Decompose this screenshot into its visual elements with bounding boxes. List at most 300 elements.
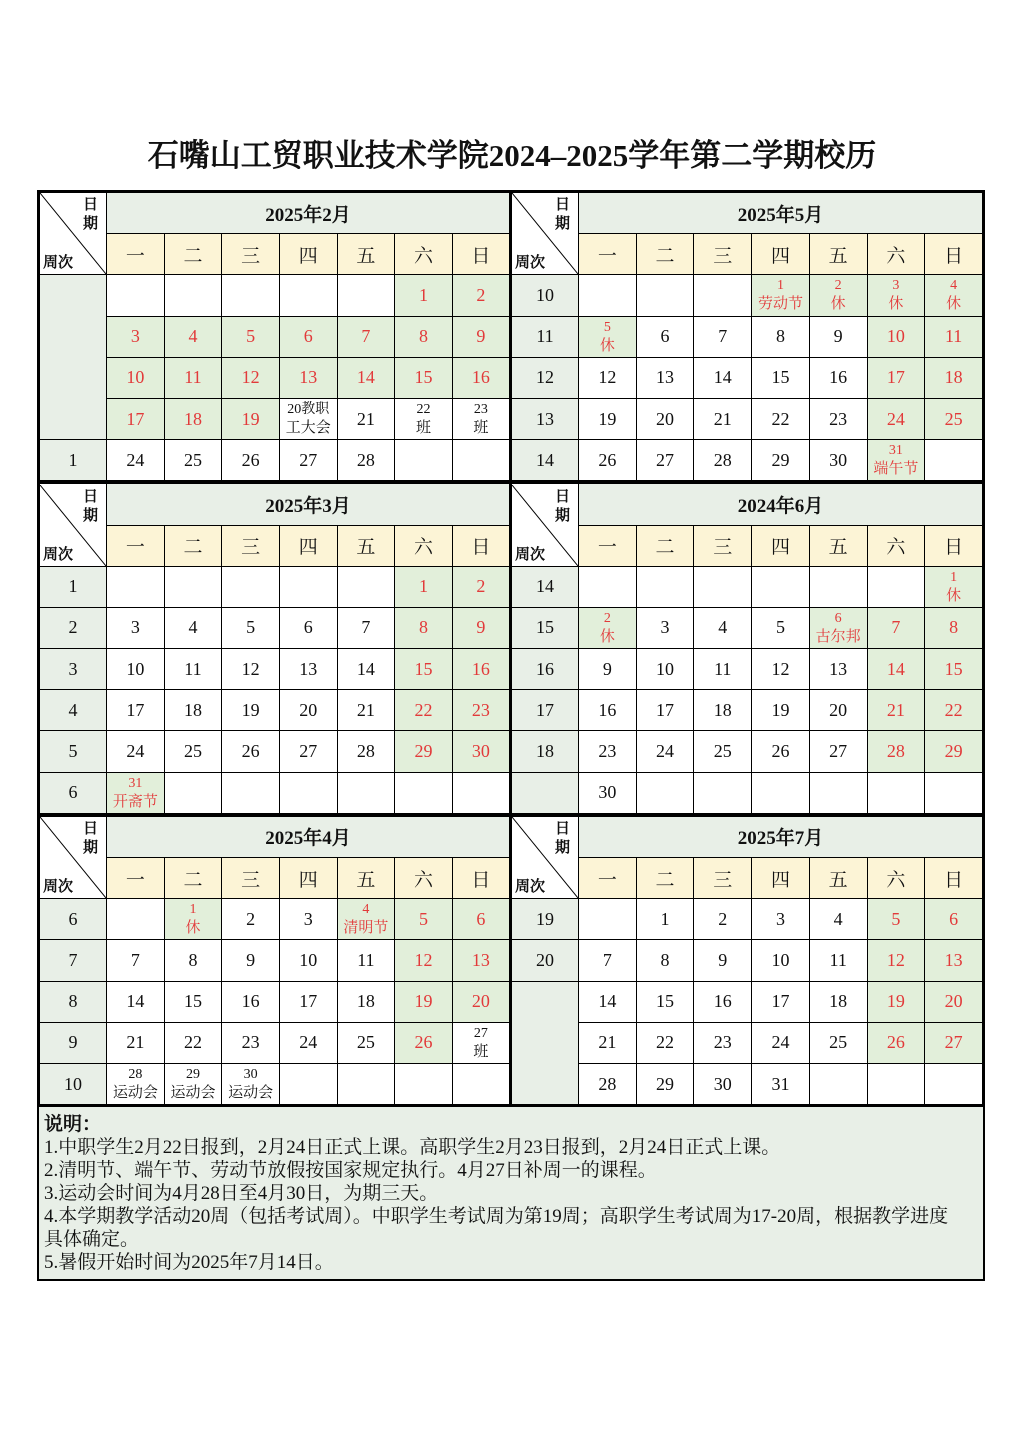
week-number-cell: 16 xyxy=(512,649,579,690)
day-number: 5 xyxy=(891,908,901,929)
weekday-header: 六 xyxy=(395,858,453,899)
day-note: 劳动节 xyxy=(757,296,803,313)
day-cell xyxy=(452,649,510,690)
day-number: 21 xyxy=(598,1032,617,1053)
day-number: 26 xyxy=(241,741,260,762)
empty-cell xyxy=(752,566,810,607)
day-cell xyxy=(579,649,637,690)
day-cell xyxy=(636,649,694,690)
day-cell xyxy=(809,731,867,772)
day-number: 15 xyxy=(183,991,202,1012)
month-title: 2025年2月 xyxy=(107,193,511,234)
day-note: 运动会 xyxy=(228,1085,274,1102)
day-cell xyxy=(925,981,983,1022)
empty-cell xyxy=(636,275,694,316)
day-cell xyxy=(222,649,280,690)
weekday-header: 一 xyxy=(107,858,165,899)
day-cell xyxy=(925,316,983,357)
day-number: 18 xyxy=(713,699,732,720)
day-number: 22 xyxy=(183,1032,202,1053)
day-number: 26 xyxy=(771,741,790,762)
day-number: 5 xyxy=(246,326,256,347)
day-cell xyxy=(222,899,280,940)
week-number-cell: 19 xyxy=(512,899,579,940)
day-number: 13 xyxy=(656,367,675,388)
day-cell xyxy=(337,981,395,1022)
day-number: 24 xyxy=(299,1032,318,1053)
day-number: 10 xyxy=(886,326,905,347)
day-cell xyxy=(579,1022,637,1063)
day-number: 27 xyxy=(656,449,675,470)
weekday-header: 五 xyxy=(337,525,395,566)
week-number-cell: 8 xyxy=(40,981,107,1022)
day-cell xyxy=(579,607,637,648)
month-title: 2025年5月 xyxy=(579,193,983,234)
weekday-header: 四 xyxy=(279,525,337,566)
day-number: 21 xyxy=(713,408,732,429)
day-number: 30 xyxy=(243,1067,258,1083)
weekday-header: 六 xyxy=(867,525,925,566)
day-cell xyxy=(925,649,983,690)
day-number: 22 xyxy=(416,402,431,418)
day-number: 12 xyxy=(598,367,617,388)
day-cell xyxy=(395,566,453,607)
day-cell xyxy=(222,316,280,357)
day-cell xyxy=(279,398,337,439)
day-number: 10 xyxy=(656,658,675,679)
day-number: 11 xyxy=(184,367,202,388)
day-cell xyxy=(164,899,222,940)
weekday-header: 三 xyxy=(222,858,280,899)
day-number: 2 xyxy=(246,908,256,929)
weekday-header: 四 xyxy=(752,234,810,275)
day-cell xyxy=(222,607,280,648)
week-number-cell: 12 xyxy=(512,357,579,398)
day-number: 8 xyxy=(419,326,429,347)
day-cell xyxy=(867,1022,925,1063)
week-row xyxy=(40,398,511,439)
week-row xyxy=(40,981,511,1022)
day-number: 14 xyxy=(126,991,145,1012)
day-cell xyxy=(395,357,453,398)
day-cell xyxy=(752,731,810,772)
day-number: 22 xyxy=(771,408,790,429)
day-number: 5 xyxy=(246,617,256,638)
day-cell xyxy=(279,649,337,690)
day-number: 28 xyxy=(128,1067,143,1083)
empty-cell xyxy=(164,772,222,813)
day-cell xyxy=(925,940,983,981)
weekday-header: 三 xyxy=(694,234,752,275)
empty-cell xyxy=(452,1063,510,1104)
day-number: 14 xyxy=(598,991,617,1012)
week-row xyxy=(40,731,511,772)
day-number: 23 xyxy=(241,1032,260,1053)
day-number: 26 xyxy=(414,1032,433,1053)
day-cell xyxy=(867,981,925,1022)
corner-header xyxy=(40,193,106,274)
weekday-header: 二 xyxy=(164,234,222,275)
day-number: 27 xyxy=(829,741,848,762)
week-number-cell: 1 xyxy=(40,440,107,481)
week-number-cell: 18 xyxy=(512,731,579,772)
day-note: 休 xyxy=(185,920,201,937)
corner-header-cell xyxy=(40,484,107,566)
empty-cell xyxy=(395,772,453,813)
day-number: 23 xyxy=(473,402,488,418)
day-number: 12 xyxy=(241,367,260,388)
day-number: 5 xyxy=(603,319,611,335)
day-cell xyxy=(337,899,395,940)
day-number: 6 xyxy=(476,908,486,929)
day-number: 30 xyxy=(829,449,848,470)
week-number-cell: 20 xyxy=(512,940,579,981)
day-cell xyxy=(925,607,983,648)
day-cell xyxy=(636,981,694,1022)
day-note: 古尔邦 xyxy=(815,628,861,645)
corner-week-label: 周次 xyxy=(515,255,546,272)
day-number: 8 xyxy=(188,949,198,970)
day-number: 19 xyxy=(241,408,260,429)
day-number: 25 xyxy=(183,741,202,762)
day-number: 30 xyxy=(713,1073,732,1094)
weekday-header: 二 xyxy=(164,525,222,566)
day-number: 15 xyxy=(944,658,963,679)
day-cell xyxy=(452,398,510,439)
day-number: 6 xyxy=(303,326,313,347)
day-number: 6 xyxy=(660,326,670,347)
day-cell xyxy=(107,316,165,357)
day-cell xyxy=(452,1022,510,1063)
day-cell xyxy=(809,357,867,398)
day-number: 8 xyxy=(419,617,429,638)
month-calendar xyxy=(511,816,983,1105)
empty-cell xyxy=(337,772,395,813)
day-cell xyxy=(452,690,510,731)
day-number: 2 xyxy=(476,284,486,305)
empty-cell xyxy=(279,772,337,813)
empty-cell xyxy=(579,566,637,607)
day-number: 15 xyxy=(414,658,433,679)
day-number: 15 xyxy=(771,367,790,388)
day-number: 10 xyxy=(299,949,318,970)
week-row xyxy=(512,731,983,772)
day-cell xyxy=(809,398,867,439)
day-number: 16 xyxy=(241,991,260,1012)
day-number: 28 xyxy=(886,741,905,762)
day-cell xyxy=(337,357,395,398)
week-row xyxy=(40,275,511,316)
day-number: 26 xyxy=(886,1032,905,1053)
day-cell xyxy=(337,316,395,357)
day-number: 12 xyxy=(241,658,260,679)
day-number: 25 xyxy=(183,449,202,470)
day-number: 18 xyxy=(356,991,375,1012)
day-cell xyxy=(579,772,637,813)
day-number: 20 xyxy=(299,699,318,720)
day-cell xyxy=(107,440,165,481)
day-number: 24 xyxy=(886,408,905,429)
corner-date-label: 日期 xyxy=(83,197,99,233)
day-cell xyxy=(809,899,867,940)
day-cell xyxy=(395,398,453,439)
day-number: 23 xyxy=(829,408,848,429)
day-cell xyxy=(925,690,983,731)
day-cell xyxy=(279,690,337,731)
month-header-row xyxy=(512,816,983,857)
day-cell xyxy=(222,731,280,772)
day-number: 19 xyxy=(598,408,617,429)
day-cell xyxy=(164,357,222,398)
day-number: 23 xyxy=(598,741,617,762)
day-number: 21 xyxy=(356,408,375,429)
day-cell xyxy=(752,440,810,481)
day-cell xyxy=(925,357,983,398)
day-cell xyxy=(636,899,694,940)
weekday-header: 日 xyxy=(452,858,510,899)
day-number: 26 xyxy=(241,449,260,470)
empty-cell xyxy=(694,772,752,813)
day-number: 4 xyxy=(362,902,370,918)
corner-date-label: 日期 xyxy=(555,821,571,856)
day-cell xyxy=(452,357,510,398)
day-cell xyxy=(694,690,752,731)
day-cell xyxy=(636,316,694,357)
weekday-header: 日 xyxy=(925,858,983,899)
school-calendar xyxy=(37,190,985,1281)
day-number: 10 xyxy=(126,658,145,679)
day-number: 8 xyxy=(775,326,785,347)
day-cell xyxy=(279,981,337,1022)
day-number: 9 xyxy=(476,326,486,347)
week-row xyxy=(512,357,983,398)
day-number: 14 xyxy=(356,658,375,679)
week-number-cell: 6 xyxy=(40,899,107,940)
corner-header-cell xyxy=(40,193,107,275)
weekday-header: 三 xyxy=(222,525,280,566)
empty-cell xyxy=(579,899,637,940)
day-cell xyxy=(867,690,925,731)
day-number: 18 xyxy=(183,408,202,429)
day-cell xyxy=(164,440,222,481)
day-cell xyxy=(337,731,395,772)
day-cell xyxy=(337,940,395,981)
day-number: 19 xyxy=(241,699,260,720)
day-cell xyxy=(636,1022,694,1063)
weekday-header: 一 xyxy=(107,525,165,566)
day-cell xyxy=(636,440,694,481)
weekday-header: 二 xyxy=(164,858,222,899)
week-number-cell: 4 xyxy=(40,690,107,731)
weekday-header: 一 xyxy=(579,858,637,899)
week-row xyxy=(512,1063,983,1104)
day-number: 24 xyxy=(656,741,675,762)
day-number: 28 xyxy=(356,741,375,762)
weekday-header: 五 xyxy=(809,858,867,899)
day-number: 31 xyxy=(771,1073,790,1094)
day-cell xyxy=(164,398,222,439)
day-number: 11 xyxy=(944,326,963,347)
week-number-cell: 7 xyxy=(40,940,107,981)
empty-cell xyxy=(809,566,867,607)
day-cell xyxy=(107,731,165,772)
day-cell xyxy=(752,1063,810,1104)
day-number: 30 xyxy=(471,741,490,762)
month-header-row xyxy=(40,484,511,525)
day-number: 25 xyxy=(356,1032,375,1053)
weekday-header: 二 xyxy=(636,525,694,566)
day-cell xyxy=(395,649,453,690)
day-number: 16 xyxy=(713,991,732,1012)
day-number: 17 xyxy=(771,991,790,1012)
day-cell xyxy=(694,1022,752,1063)
week-row xyxy=(512,690,983,731)
day-number: 25 xyxy=(944,408,963,429)
day-cell xyxy=(694,316,752,357)
week-number-cell: 10 xyxy=(512,275,579,316)
corner-header-cell xyxy=(40,816,107,898)
corner-date-label: 日期 xyxy=(83,488,99,524)
day-cell xyxy=(694,398,752,439)
empty-cell xyxy=(395,440,453,481)
month-title: 2025年3月 xyxy=(107,484,511,525)
day-cell xyxy=(452,316,510,357)
day-cell xyxy=(164,607,222,648)
week-number-cell: 5 xyxy=(40,731,107,772)
day-number: 9 xyxy=(602,658,612,679)
day-number: 1 xyxy=(419,576,429,597)
corner-week-label: 周次 xyxy=(43,255,74,272)
day-cell xyxy=(867,649,925,690)
day-note: 端午节 xyxy=(873,461,919,478)
empty-cell xyxy=(579,275,637,316)
week-number-cell: 14 xyxy=(512,440,579,481)
day-number: 6 xyxy=(834,610,842,626)
week-number-cell xyxy=(512,981,579,1105)
day-number: 16 xyxy=(471,367,490,388)
day-note: 休 xyxy=(946,587,962,604)
day-note: 运动会 xyxy=(170,1085,216,1102)
weekday-header: 四 xyxy=(752,858,810,899)
week-row xyxy=(40,440,511,481)
day-number: 27 xyxy=(944,1032,963,1053)
day-note: 运动会 xyxy=(112,1085,158,1102)
empty-cell xyxy=(337,275,395,316)
week-row xyxy=(40,316,511,357)
empty-cell xyxy=(925,440,983,481)
day-note: 开斋节 xyxy=(112,793,158,810)
week-number-cell: 11 xyxy=(512,316,579,357)
week-number-cell: 13 xyxy=(512,398,579,439)
day-cell xyxy=(164,649,222,690)
corner-header-cell xyxy=(512,816,579,898)
note-item: 2.清明节、端午节、劳动节放假按国家规定执行。4月27日补周一的课程。 xyxy=(44,1160,657,1182)
day-number: 13 xyxy=(299,367,318,388)
day-number: 7 xyxy=(361,326,371,347)
month-band xyxy=(39,483,983,816)
day-number: 2 xyxy=(834,278,842,294)
day-number: 4 xyxy=(950,278,958,294)
day-cell xyxy=(694,940,752,981)
day-cell xyxy=(867,940,925,981)
day-number: 17 xyxy=(299,991,318,1012)
day-note: 班 xyxy=(473,420,489,437)
week-number-cell: 10 xyxy=(40,1063,107,1104)
week-row xyxy=(40,357,511,398)
weekday-header: 四 xyxy=(752,525,810,566)
day-number: 26 xyxy=(598,449,617,470)
weekday-header: 四 xyxy=(279,858,337,899)
day-number: 19 xyxy=(414,991,433,1012)
empty-cell xyxy=(694,566,752,607)
weekday-row xyxy=(40,234,511,275)
day-number: 23 xyxy=(713,1032,732,1053)
day-cell xyxy=(752,940,810,981)
weekday-row xyxy=(40,858,511,899)
day-number: 9 xyxy=(833,326,843,347)
day-cell xyxy=(222,690,280,731)
empty-cell xyxy=(809,1063,867,1104)
day-number: 8 xyxy=(660,949,670,970)
corner-date-label: 日期 xyxy=(83,821,99,856)
page-title: 石嘴山工贸职业技术学院2024–2025学年第二学期校历 xyxy=(147,138,877,173)
day-cell xyxy=(809,649,867,690)
day-cell xyxy=(452,940,510,981)
day-cell xyxy=(867,899,925,940)
day-number: 7 xyxy=(602,949,612,970)
corner-week-label: 周次 xyxy=(515,879,546,895)
day-cell xyxy=(452,731,510,772)
week-row xyxy=(512,275,983,316)
weekday-header: 日 xyxy=(925,234,983,275)
day-number: 28 xyxy=(356,449,375,470)
day-cell xyxy=(452,981,510,1022)
empty-cell xyxy=(452,772,510,813)
empty-cell xyxy=(107,899,165,940)
weekday-header: 日 xyxy=(925,525,983,566)
day-number: 10 xyxy=(771,949,790,970)
day-number: 2 xyxy=(603,610,611,626)
day-number: 13 xyxy=(299,658,318,679)
day-number: 19 xyxy=(771,699,790,720)
day-number: 3 xyxy=(303,908,313,929)
month-header-row xyxy=(512,484,983,525)
day-number: 30 xyxy=(598,782,617,803)
day-number: 1 xyxy=(419,284,429,305)
day-cell xyxy=(579,940,637,981)
empty-cell xyxy=(337,566,395,607)
day-cell xyxy=(337,1022,395,1063)
day-number: 3 xyxy=(892,278,900,294)
month-header-row xyxy=(40,816,511,857)
day-cell xyxy=(107,1063,165,1104)
week-number-cell: 2 xyxy=(40,607,107,648)
day-cell xyxy=(107,940,165,981)
month-calendar xyxy=(39,192,511,481)
day-cell xyxy=(107,690,165,731)
weekday-header: 六 xyxy=(867,234,925,275)
week-number-cell: 17 xyxy=(512,690,579,731)
day-number: 11 xyxy=(357,949,375,970)
day-cell xyxy=(636,607,694,648)
weekday-header: 三 xyxy=(694,525,752,566)
day-number: 4 xyxy=(188,326,198,347)
day-cell xyxy=(579,731,637,772)
day-cell xyxy=(222,1063,280,1104)
day-cell xyxy=(222,357,280,398)
week-number-cell: 15 xyxy=(512,607,579,648)
day-cell xyxy=(925,899,983,940)
